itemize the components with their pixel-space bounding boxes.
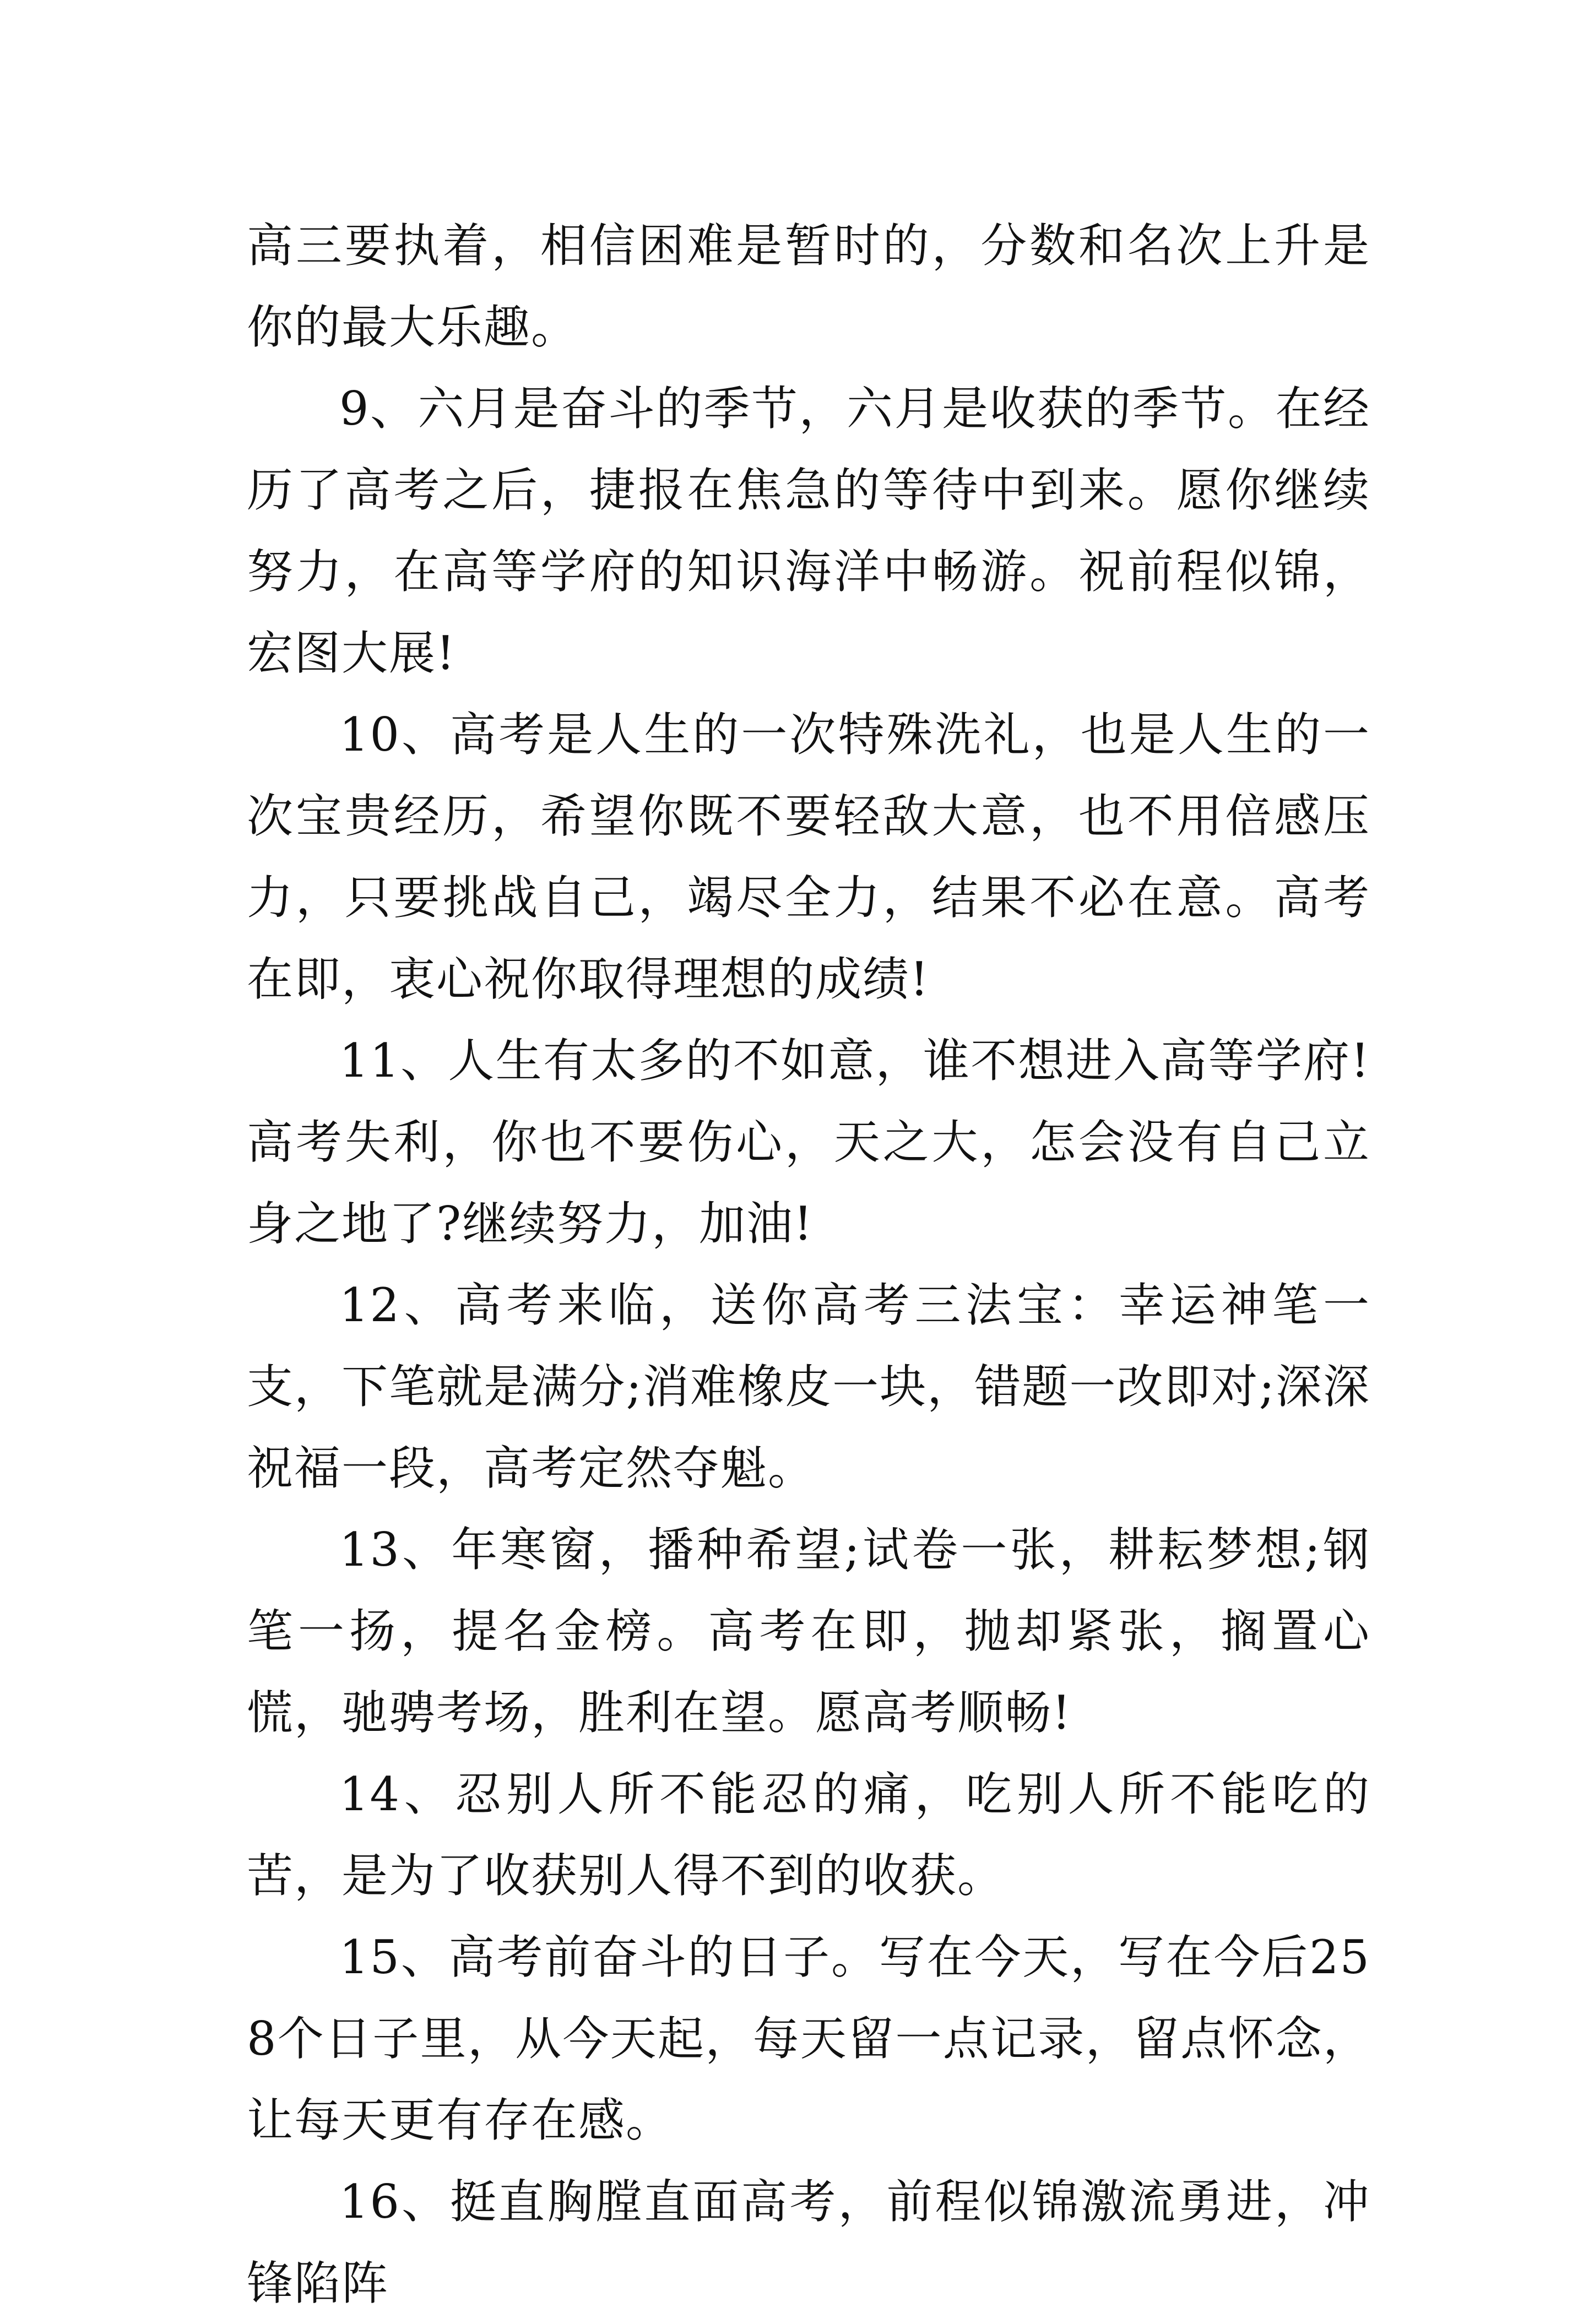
paragraph-9: 9、六月是奋斗的季节，六月是收获的季节。在经历了高考之后，捷报在焦急的等待中到来。愿你继续努力，在高等学府的知识海洋中畅游。祝前程似锦，宏图大展!: [247, 382, 1370, 680]
paragraph-16: 16、挺直胸膛直面高考，前程似锦激流勇进，冲锋陷阵: [247, 2175, 1370, 2310]
document-body: [247, 205, 1370, 2324]
paragraph-12: 12、高考来临，送你高考三法宝：幸运神笔一支，下笔就是满分;消难橡皮一块，错题一改即对;深深祝福一段，高考定然夺魁。: [247, 1278, 1370, 1495]
paragraph-13: 13、年寒窗，播种希望;试卷一张，耕耘梦想;钢笔一扬，提名金榜。高考在即，抛却紧张，搁置心慌，驰骋考场，胜利在望。愿高考顺畅!: [247, 1523, 1370, 1740]
paragraph-10: 10、高考是人生的一次特殊洗礼，也是人生的一次宝贵经历，希望你既不要轻敌大意，也不用倍感压力，只要挑战自己，竭尽全力，结果不必在意。高考在即，衷心祝你取得理想的成绩!: [247, 708, 1370, 1006]
paragraph-14: 14、忍别人所不能忍的痛，吃别人所不能吃的苦，是为了收获别人得不到的收获。: [247, 1767, 1370, 1903]
paragraph-8-continuation: 高三要执着，相信困难是暂时的，分数和名次上升是你的最大乐趣。: [247, 219, 1370, 354]
paragraph-15: 15、高考前奋斗的日子。写在今天，写在今后258个日子里，从今天起，每天留一点记录，留点怀念，让每天更有存在感。: [247, 1930, 1370, 2147]
paragraph-11: 11、人生有太多的不如意，谁不想进入高等学府!高考失利，你也不要伤心，天之大，怎会没有自己立身之地了?继续努力，加油!: [247, 1034, 1370, 1251]
